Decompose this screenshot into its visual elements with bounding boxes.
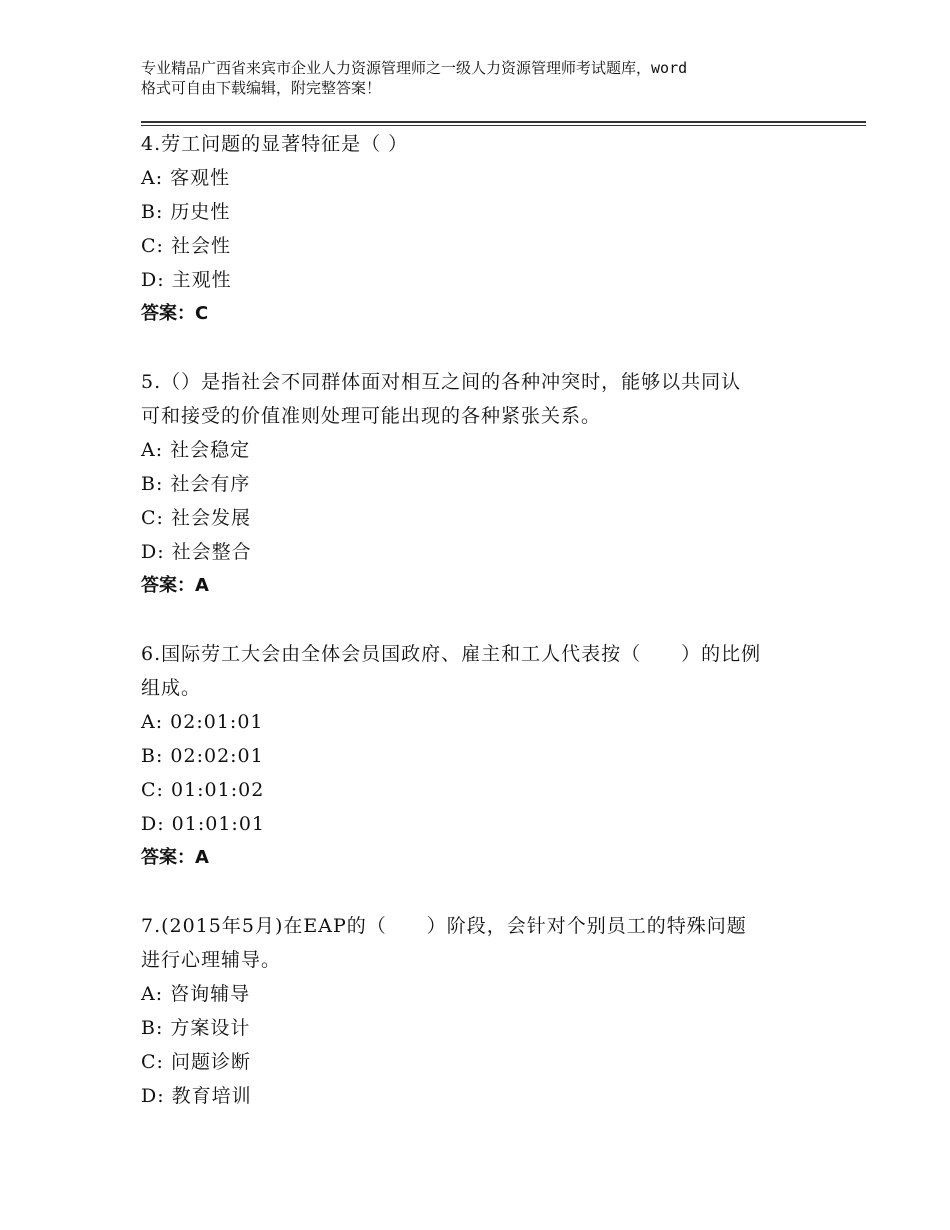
question-spacer: [141, 331, 841, 365]
question-stem: 7.(2015年5月)在EAP的（ ）阶段，会针对个别员工的特殊问题: [141, 915, 747, 937]
question-spacer: [141, 875, 841, 909]
answer-line: 答案：A: [141, 575, 209, 596]
header-rule-thin: [141, 125, 866, 126]
option-a: A: 02:01:01: [141, 711, 264, 733]
question-stem-continued: 进行心理辅导。: [141, 949, 282, 971]
option-c: C: 社会发展: [141, 507, 251, 529]
question-stem: 4.劳工问题的显著特征是（ ）: [141, 133, 409, 155]
option-c: C: 社会性: [141, 235, 231, 257]
question-stem: 5.（）是指社会不同群体面对相互之间的各种冲突时，能够以共同认: [141, 371, 742, 393]
question-5: [141, 365, 841, 603]
document-header: [141, 58, 841, 98]
option-c: C: 问题诊断: [141, 1051, 251, 1073]
option-a: A: 社会稳定: [141, 439, 251, 461]
question-stem-continued: 可和接受的价值准则处理可能出现的各种紧张关系。: [141, 405, 602, 427]
option-b: B: 02:02:01: [141, 745, 264, 767]
question-stem-continued: 组成。: [141, 677, 202, 699]
question-stem: 6.国际劳工大会由全体会员国政府、雇主和工人代表按（ ）的比例: [141, 643, 762, 665]
question-6: [141, 637, 841, 875]
header-line-1: 专业精品广西省来宾市企业人力资源管理师之一级人力资源管理师考试题库，word: [141, 59, 688, 77]
option-d: D: 社会整合: [141, 541, 252, 563]
option-d: D: 教育培训: [141, 1085, 252, 1107]
answer-line: 答案：A: [141, 847, 209, 868]
question-spacer: [141, 603, 841, 637]
header-line-2: 格式可自由下载编辑，附完整答案！: [141, 79, 382, 97]
option-d: D: 01:01:01: [141, 813, 266, 835]
option-b: B: 方案设计: [141, 1017, 251, 1039]
option-a: A: 咨询辅导: [141, 983, 251, 1005]
answer-line: 答案：C: [141, 303, 209, 324]
option-d: D: 主观性: [141, 269, 232, 291]
option-c: C: 01:01:02: [141, 779, 265, 801]
option-a: A: 客观性: [141, 167, 231, 189]
header-rule-thick: [141, 121, 866, 123]
question-list: [141, 127, 841, 1113]
option-b: B: 历史性: [141, 201, 231, 223]
question-7: [141, 909, 841, 1113]
option-b: B: 社会有序: [141, 473, 251, 495]
question-4: [141, 127, 841, 331]
